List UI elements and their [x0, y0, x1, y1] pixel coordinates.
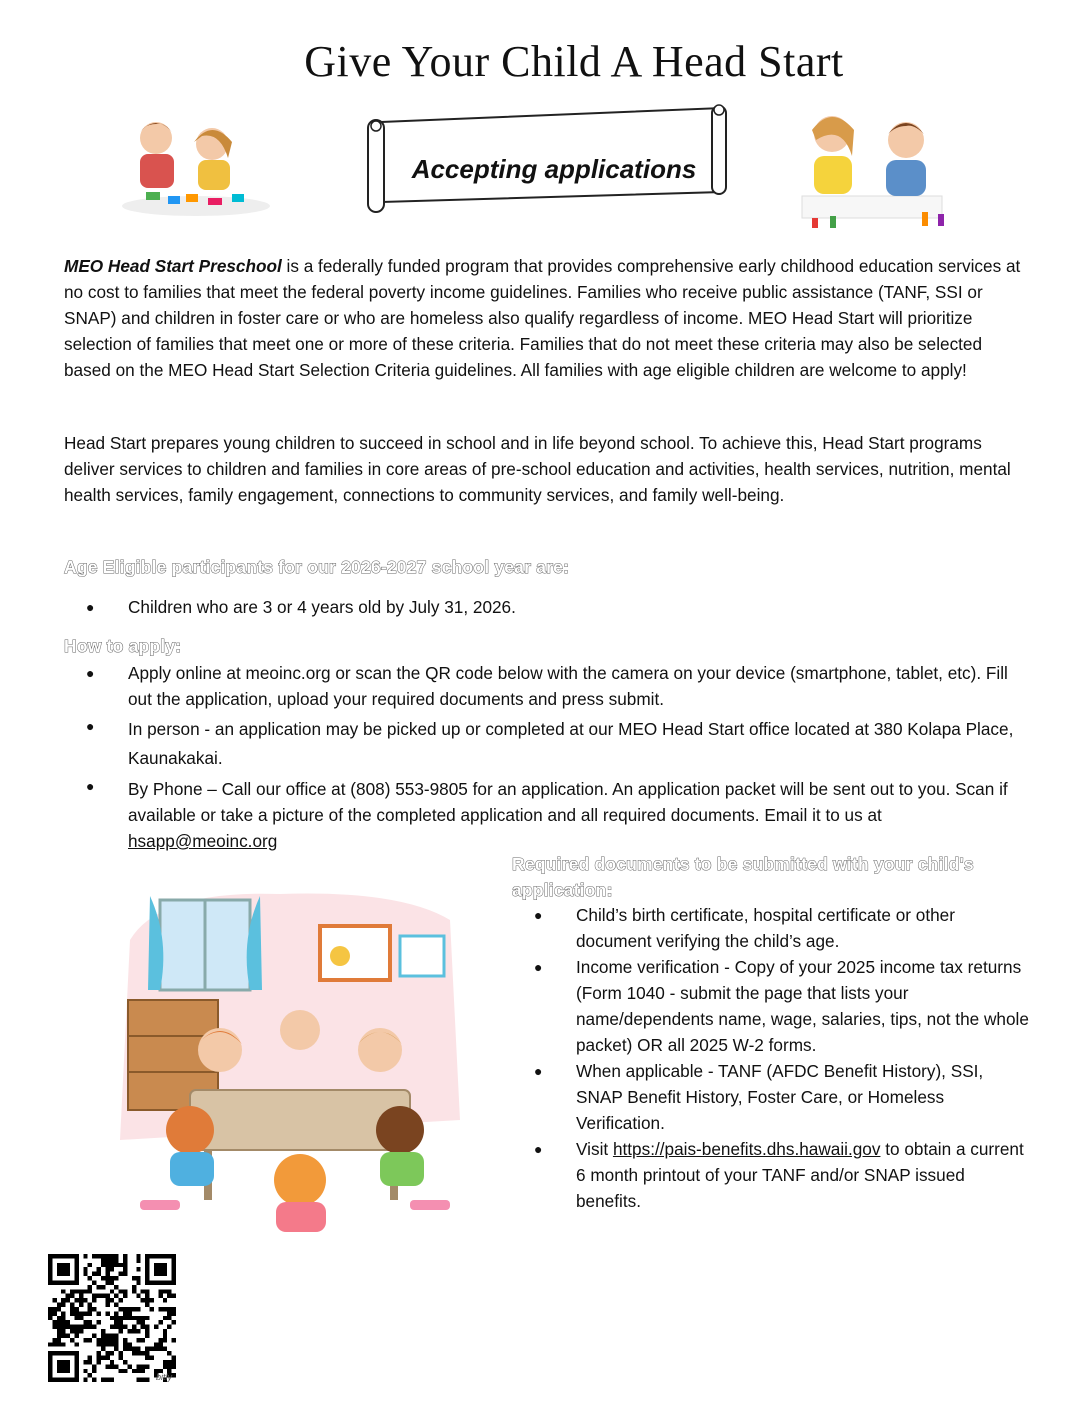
list-item [64, 594, 1024, 620]
bullet-icon: ● [534, 959, 543, 975]
list-item [512, 954, 1032, 1058]
email-link[interactable]: hsapp@meoinc.org [128, 831, 278, 851]
how-to-apply-heading: How to apply: [64, 636, 182, 656]
about-paragraph: Head Start prepares young children to succeed in school and in life beyond school. To achieve this, Head Start programs deliver services to children and families in core areas of pre-school education and activities, health services, nutrition, mental health services, family engagement, connections to community services, and family well-being. [64, 433, 1011, 505]
bullet-icon: ● [86, 599, 95, 615]
list-item-text: By Phone – Call our office at (808) 553-9805 for an application. An application packet will be sent out to you. Scan if available or take a picture of the completed application and all required documents. Email it to us at [128, 779, 1008, 825]
list-item-text: Child’s birth certificate, hospital certificate or other document verifying the child’s age. [576, 905, 955, 951]
list-item-text: When applicable - TANF (AFDC Benefit History), SSI, SNAP Benefit History, Foster Care, or Homeless Verification. [576, 1061, 984, 1133]
qr-brand-label: bitly [156, 1372, 173, 1382]
list-item [512, 1136, 1032, 1214]
list-item [64, 712, 1024, 773]
intro-paragraph [64, 253, 1024, 383]
list-item-text: Income verification - Copy of your 2025 income tax returns (Form 1040 - submit the page that lists your name/dependents name, wage, salaries, tips, not the whole packet) OR all 2025 W-2 forms. [576, 957, 1029, 1055]
kids-drawing-illustration [782, 100, 962, 230]
bullet-icon: ● [86, 665, 95, 681]
list-item-text: Children who are 3 or 4 years old by July 31, 2026. [128, 597, 516, 617]
classroom-illustration [100, 880, 480, 1240]
bullet-icon: ● [534, 1063, 543, 1079]
required-documents-list [512, 902, 1032, 1214]
bullet-icon: ● [86, 778, 95, 794]
list-item [64, 660, 1024, 712]
pais-benefits-link[interactable]: https://pais-benefits.dhs.hawaii.gov [612, 1139, 881, 1159]
list-item [64, 773, 1024, 854]
list-item [512, 902, 1032, 954]
how-to-apply-list [64, 660, 1024, 854]
banner-text: Accepting applications [411, 154, 697, 184]
list-item-text: In person - an application may be picked up or completed at our MEO Head Start office located at 380 Kolapa Place, Kaunakakai. [128, 719, 1014, 768]
age-eligibility-heading: Age Eligible participants for our 2026-2027 school year are: [64, 557, 570, 577]
intro-text: is a federally funded program that provides comprehensive early childhood education services at no cost to families that meet the federal poverty income guidelines. Families who receive public assistance (TANF, SSI or SNAP) and children in foster care or who are homeless also qualify regardless of income. MEO Head Start will prioritize selection of families that meet one or more of these criteria. Families that do not meet these criteria may also be selected based on the MEO Head Start Selection Criteria guidelines. All families with age eligible children are welcome to apply! [64, 256, 1021, 380]
program-name: MEO Head Start Preschool [64, 256, 282, 276]
kids-puzzle-illustration [116, 110, 276, 220]
page-title: Give Your Child A Head Start [304, 37, 844, 86]
age-eligibility-list [64, 594, 1024, 620]
list-item-text: to obtain a current 6 month printout of your TANF and/or SNAP issued benefits. [576, 1139, 1024, 1211]
bullet-icon: ● [534, 907, 543, 923]
bullet-icon: ● [534, 1141, 543, 1157]
list-item [512, 1058, 1032, 1136]
list-item-text: Visit [576, 1139, 613, 1159]
bullet-icon: ● [86, 718, 95, 734]
qr-code[interactable] [48, 1254, 176, 1382]
list-item-text: Apply online at meoinc.org or scan the QR code below with the camera on your device (smartphone, tablet, etc). Fill out the application, upload your required documents and press submit. [128, 663, 1008, 709]
required-documents-heading: Required documents to be submitted with your child's application: [512, 854, 974, 900]
